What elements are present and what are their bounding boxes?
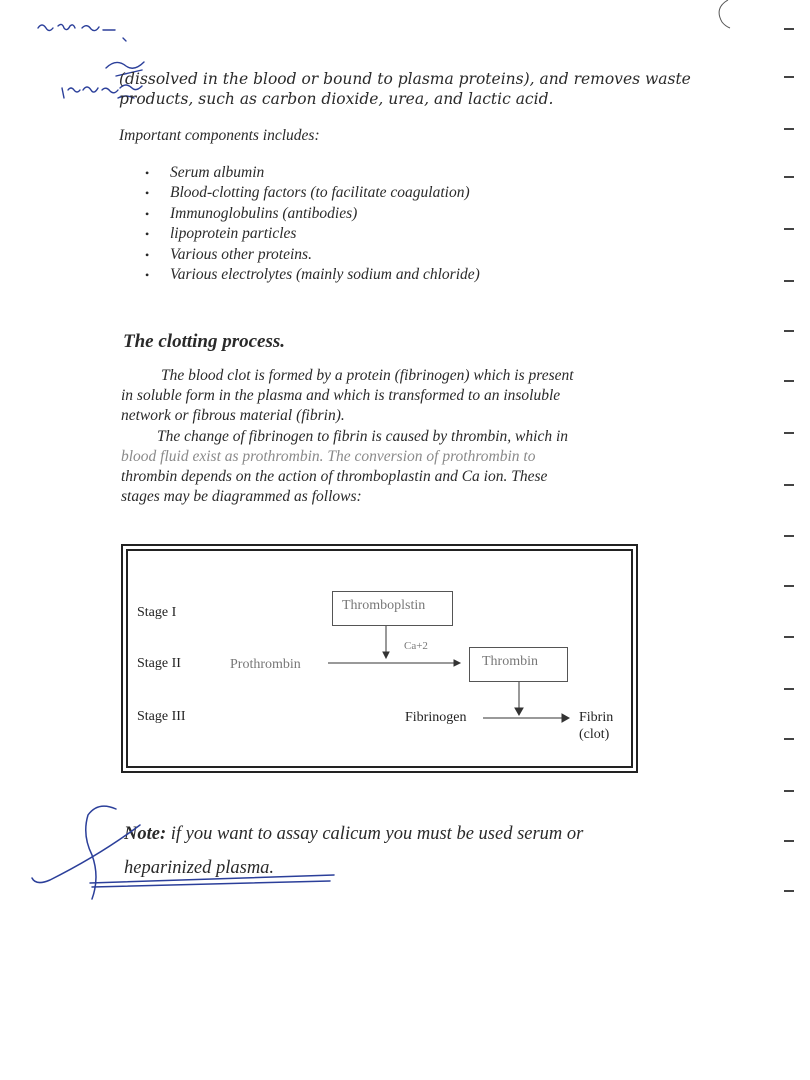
clot-label: (clot)	[579, 727, 610, 742]
arrowhead	[383, 652, 389, 658]
intro-line-1: (dissolved in the blood or bound to plasma proteins), and removes waste	[119, 70, 691, 88]
fibrin-label: Fibrin	[579, 710, 614, 725]
prothrombin-label: Prothrombin	[230, 657, 301, 672]
paragraph-line: thrombin depends on the action of thromboplastin and Ca ion. These	[121, 468, 548, 486]
paragraph-line: stages may be diagrammed as follows:	[121, 488, 362, 506]
components-heading: Important components includes:	[119, 127, 320, 144]
note-label: Note:	[124, 824, 167, 844]
fibrinogen-label: Fibrinogen	[405, 710, 467, 725]
thromboplastin-label: Thromboplstin	[342, 598, 426, 613]
list-item: • Various other proteins.	[138, 245, 480, 265]
list-item: • Blood-clotting factors (to facilitate coagulation)	[138, 183, 480, 203]
list-item: • Various electrolytes (mainly sodium and chloride)	[138, 265, 480, 285]
section-title: The clotting process.	[123, 331, 286, 352]
note-line-2: heparinized plasma.	[124, 858, 275, 878]
stage-1-label: Stage I	[137, 605, 177, 620]
arrowhead	[454, 660, 460, 666]
intro-line-2: products, such as carbon dioxide, urea, and lactic acid.	[119, 90, 554, 108]
list-item: • Immunoglobulins (antibodies)	[138, 204, 480, 224]
note-text-1: if you want to assay calicum you must be used serum or	[166, 824, 584, 844]
list-item: • lipoprotein particles	[138, 224, 480, 244]
thrombin-label: Thrombin	[482, 654, 538, 669]
arrowhead	[515, 708, 523, 715]
calcium-label: Ca+2	[404, 640, 428, 652]
stage-3-label: Stage III	[137, 709, 186, 724]
note-bracket-drawing	[20, 795, 350, 910]
paragraph-line: blood fluid exist as prothrombin. The conversion of prothrombin to	[121, 447, 536, 465]
arrowhead	[562, 714, 569, 722]
list-item: • Serum albumin	[138, 163, 480, 183]
paragraph-line: The change of fibrinogen to fibrin is caused by thrombin, which in	[157, 427, 569, 445]
paragraph-line: network or fibrous material (fibrin).	[121, 407, 345, 425]
paragraph-line: in soluble form in the plasma and which is transformed to an insoluble	[121, 387, 561, 405]
paragraph-line: The blood clot is formed by a protein (fibrinogen) which is present	[161, 367, 574, 384]
stage-2-label: Stage II	[137, 656, 181, 671]
edge-bracket-icon	[708, 0, 738, 30]
